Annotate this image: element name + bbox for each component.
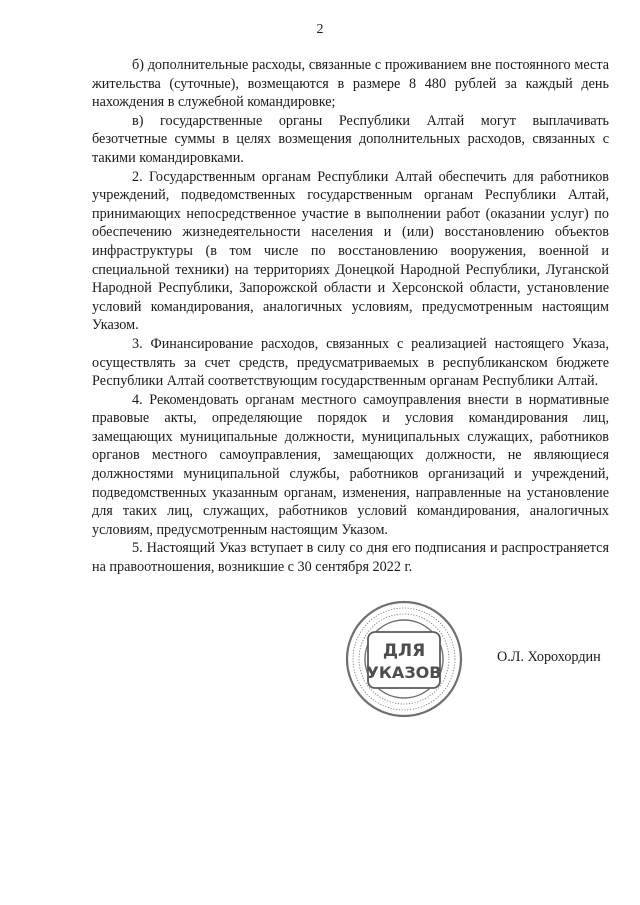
paragraph-1b: б) дополнительные расходы, связанные с проживанием вне постоянного места жительства (суточные), возмещаются в размере 8 480 рублей за каждый день нахождения в служебной командировке;: [92, 57, 609, 111]
official-seal: [344, 599, 464, 719]
seal-text-line2: УКАЗОВ: [366, 663, 442, 682]
paragraph-2: 2. Государственным органам Республики Алтай обеспечить для работников учреждений, подведомственных государственным органам Республики Алтай, принимающих непосредственное участие в выполнении работ (оказании услуг) по обеспечению жизнедеятельности населения и (или) восстановлению объектов инфраструктуры (в том числе по восстановлению вооружения, военной и специальной техники) на территориях Донецкой Народной Республики, Луганской Народной Республики, Запорожской области и Херсонской области, установление условий командирования, аналогичных условиям, предусмотренным настоящим Указом.: [92, 168, 609, 334]
paragraph-5: 5. Настоящий Указ вступает в силу со дня его подписания и распространяется на правоотношения, возникшие с 30 сентября 2022 г.: [92, 540, 609, 576]
document-body: [92, 56, 609, 577]
page-number: 2: [316, 22, 324, 37]
seal-text-line1: ДЛЯ: [382, 641, 426, 661]
paragraph-1c: в) государственные органы Республики Алтай могут выплачивать безотчетные суммы в целях возмещения дополнительных расходов, связанных с такими командировками.: [92, 112, 609, 166]
signatory-name: О.Л. Хорохордин: [497, 649, 601, 665]
paragraph-3: 3. Финансирование расходов, связанных с реализацией настоящего Указа, осуществлять за счет средств, предусматриваемых в республиканском бюджете Республики Алтай соответствующим государственным органам Республики Алтай.: [92, 335, 609, 390]
paragraph-4: 4. Рекомендовать органам местного самоуправления внести в нормативные правовые акты, определяющие порядок и условия командирования лиц, замещающих муниципальные должности, муниципальных служащих, работников органов местного самоуправления, замещающих должности, не являющиеся должностями муниципальной службы, работников организаций и учреждений, подведомственных указанным органам, изменения, направленные на установление для таких лиц, служащих, работников условий командирования, аналогичных условиям, предусмотренным настоящим Указом.: [92, 391, 609, 538]
